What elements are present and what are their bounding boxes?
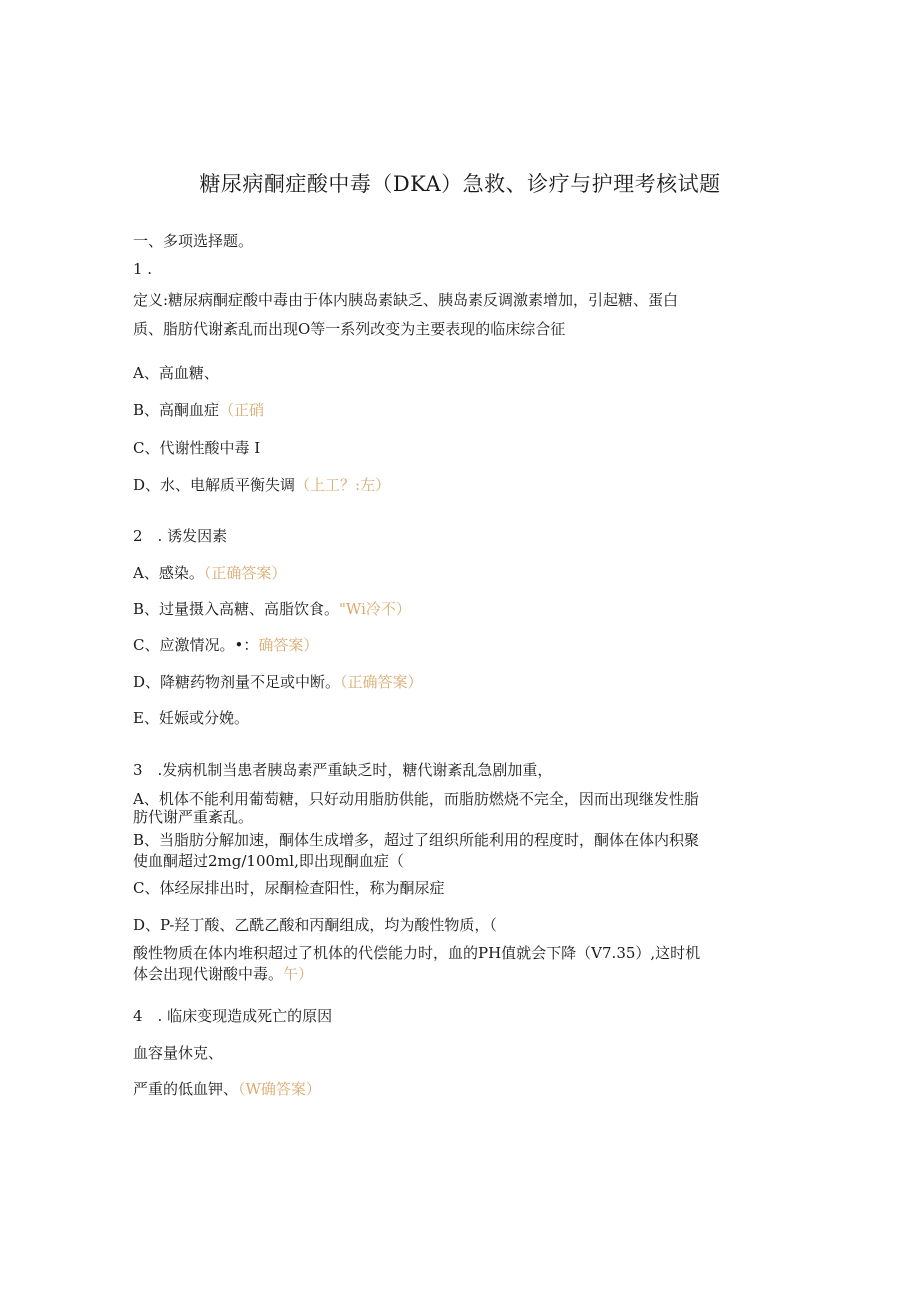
q2-option-b-text: B、过量摄入高糖、高脂饮食。 [133, 600, 340, 618]
q2-option-b-answer: "Wi冷不） [339, 600, 411, 618]
q1-definition-line2: 质、脂肪代谢紊乱而出现O等一系列改变为主要表现的临床综合征 [133, 320, 566, 338]
q3-option-a-line2: 肪代谢严重紊乱。 [133, 808, 254, 826]
q1-number: 1 . [133, 260, 153, 278]
q3-option-d: D、P-羟丁酸、乙酰乙酸和丙酮组成，均为酸性物质，（ [133, 916, 497, 934]
q2-option-a-answer: （正确答案） [203, 564, 287, 582]
q3-title: 3 .发病机制当患者胰岛素严重缺乏时，糖代谢紊乱急剧加重， [133, 761, 553, 779]
q2-option-b [133, 598, 411, 619]
document-title: 糖尿病酮症酸中毒（DKA）急救、诊疗与护理考核试题 [199, 172, 721, 196]
q3-extra-line2 [133, 963, 313, 984]
q3-extra-line2-answer: 午） [283, 965, 314, 983]
q2-option-d [133, 671, 423, 692]
q1-option-b [133, 399, 264, 420]
q3-extra-line2-text: 体会出现代谢酸中毒。 [133, 965, 284, 983]
q3-option-a-line1: A、机体不能利用葡萄糖，只好动用脂肪供能，而脂肪燃烧不完全，因而出现继发性脂 [133, 790, 699, 808]
q1-option-c: C、代谢性酸中毒 I [133, 439, 261, 457]
q1-option-d [133, 474, 390, 495]
q2-option-d-answer: （正确答案） [340, 673, 423, 691]
q3-extra-line1: 酸性物质在体内堆积超过了机体的代偿能力时，血的PH值就会下降（V7.35）,这时机 [133, 944, 701, 962]
q2-option-a-text: A、感染。 [133, 564, 204, 582]
q2-option-a [133, 562, 286, 583]
q1-option-b-text: B、高酮血症 [133, 401, 220, 419]
q3-option-c: C、体经尿排出时，尿酮检查阳性，称为酮尿症 [133, 879, 445, 897]
q4-item-b-answer: （W确答案） [238, 1080, 321, 1098]
q4-title: 4 . 临床变现造成死亡的原因 [133, 1007, 333, 1025]
q4-item-b [133, 1078, 321, 1099]
q1-option-a: A、高血糖、 [133, 364, 219, 382]
q1-definition-line1: 定义:糖尿病酮症酸中毒由于体内胰岛素缺乏、胰岛素反调激素增加，引起糖、蛋白 [133, 291, 679, 309]
q2-option-c [133, 634, 318, 655]
q1-option-d-answer: （上工？:左） [295, 476, 391, 494]
section-heading: 一、多项选择题。 [133, 232, 254, 250]
q1-option-b-answer: （正硝 [219, 401, 265, 419]
q2-title: 2 . 诱发因素 [133, 527, 228, 545]
q2-option-e: E、妊娠或分娩。 [133, 709, 249, 727]
q3-option-b-line2: 使血酮超过2mg/100ml,即出现酮血症（ [133, 852, 404, 870]
q2-option-c-text: C、应激情况。•： [133, 636, 259, 654]
q3-option-b-line1: B、当脂肪分解加速，酮体生成增多，超过了组织所能利用的程度时，酮体在体内积聚 [133, 831, 700, 849]
q2-option-d-text: D、降糖药物剂量不足或中断。 [133, 673, 341, 691]
q4-item-b-text: 严重的低血钾、 [133, 1080, 239, 1098]
q2-option-c-answer: 确答案） [258, 636, 319, 654]
q1-option-d-text: D、水、电解质平衡失调 [133, 476, 296, 494]
q4-item-a: 血容量休克、 [133, 1044, 224, 1062]
